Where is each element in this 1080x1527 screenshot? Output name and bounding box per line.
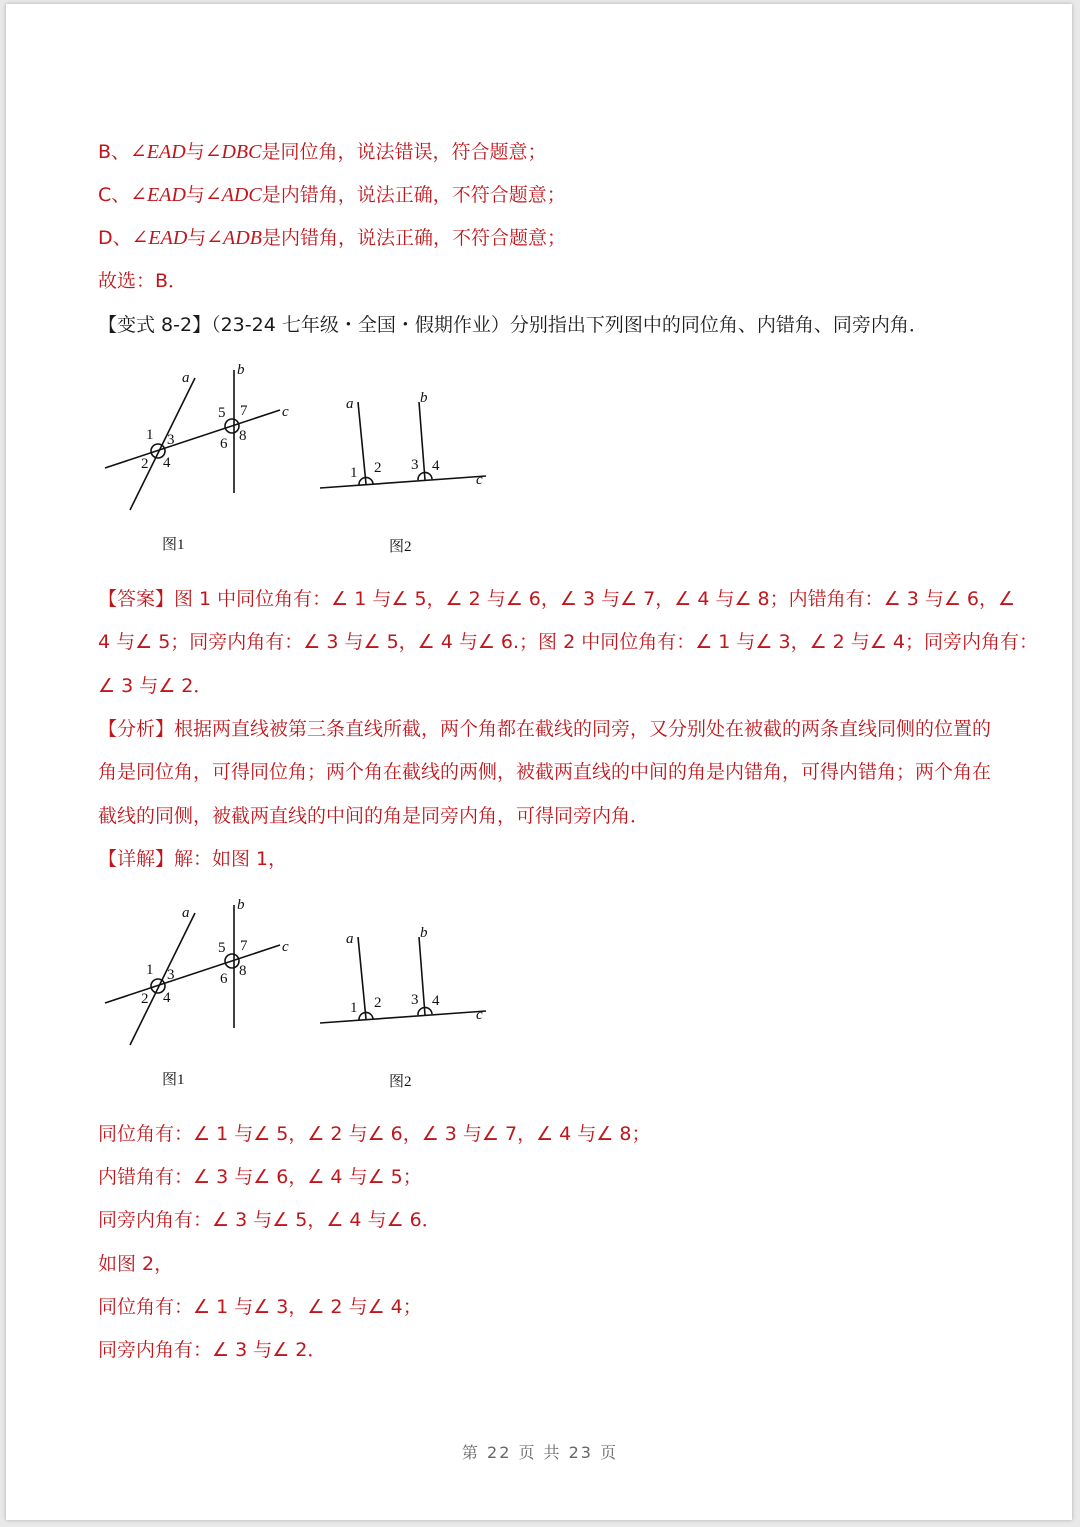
figures-question (100, 358, 500, 558)
angle-6: 6 (220, 436, 228, 452)
angle-4: 4 (432, 458, 440, 474)
angle-4: 4 (163, 455, 171, 471)
analysis-line-2: 角是同位角，可得同位角；两个角在截线的两侧，被截两直线的中间的角是内错角，可得内错角；两个角在 (98, 761, 992, 783)
detail-cointerior-1: 同旁内角有：∠ 3 与∠ 5，∠ 4 与∠ 6． (98, 1209, 441, 1231)
figure-2-labels (346, 390, 483, 555)
label-b: b (237, 897, 245, 913)
figure-2-labels (346, 925, 483, 1090)
detail-fig2-intro: 如图 2， (98, 1253, 174, 1275)
variant-question (98, 313, 1000, 337)
angle-1: 1 (146, 962, 154, 978)
label-a: a (182, 370, 190, 386)
line-c (105, 410, 280, 468)
angle-4: 4 (432, 993, 440, 1009)
angle-2: 2 (374, 460, 382, 476)
angle-3: 3 (411, 992, 419, 1008)
angle-2: 2 (141, 456, 149, 472)
angle-1: 1 (146, 427, 154, 443)
variant-label: 【变式 8-2】 (98, 314, 212, 336)
label-a: a (182, 905, 190, 921)
line-a (130, 913, 195, 1045)
line-a (358, 937, 366, 1019)
page-footer: 第 22 页 共 23 页 (461, 1443, 619, 1462)
option-c-text: 是内错角，说法正确，不符合题意； (261, 184, 566, 206)
angle-7: 7 (240, 403, 248, 419)
label-c: c (282, 404, 289, 420)
option-d-prefix: D、 (98, 227, 132, 249)
answer-line-3: ∠ 3 与∠ 2． (98, 675, 213, 697)
label-c: c (476, 1007, 483, 1023)
angle-8: 8 (239, 963, 247, 979)
option-c-angle1: ∠EAD (130, 184, 186, 206)
figure-2-caption: 图2 (389, 539, 412, 555)
line-a (130, 378, 195, 510)
option-d (98, 226, 1000, 250)
figure-1-labels (141, 362, 289, 553)
label-c: c (476, 472, 483, 488)
figure-1 (105, 370, 280, 510)
angle-1: 1 (350, 465, 358, 481)
angle-2: 2 (141, 991, 149, 1007)
option-b-prefix: B、 (98, 141, 131, 163)
angle-3: 3 (167, 967, 175, 983)
answer-line-1: 【答案】图 1 中同位角有：∠ 1 与∠ 5，∠ 2 与∠ 6，∠ 3 与∠ 7，∠ 4 与∠ 8；内错角有：∠ 3 与∠ 6，∠ (98, 588, 1016, 610)
angle-7: 7 (240, 938, 248, 954)
line-a (358, 402, 366, 484)
option-b-angle1: ∠EAD (130, 141, 186, 163)
line-c (320, 476, 486, 488)
option-c (98, 183, 1000, 207)
angle-3: 3 (411, 457, 419, 473)
angle-5: 5 (218, 405, 226, 421)
angle-8: 8 (239, 428, 247, 444)
angle-6: 6 (220, 971, 228, 987)
option-c-mid: 与 (185, 184, 205, 206)
option-c-prefix: C、 (98, 184, 131, 206)
angle-4: 4 (163, 990, 171, 1006)
option-d-angle1: ∠EAD (131, 227, 188, 249)
line-b (419, 937, 425, 1015)
detail-intro: 【详解】解：如图 1， (98, 848, 288, 870)
figure-1-labels (141, 897, 289, 1088)
detail-corresponding-2: 同位角有：∠ 1 与∠ 3，∠ 2 与∠ 4； (98, 1296, 422, 1318)
figure-2-caption: 图2 (389, 1074, 412, 1090)
option-b-text: 是同位角，说法错误，符合题意； (261, 141, 547, 163)
option-d-text: 是内错角，说法正确，不符合题意； (261, 227, 566, 249)
choice-line: 故选：B． (98, 270, 188, 292)
angle-3: 3 (167, 432, 175, 448)
line-c (105, 945, 280, 1003)
figure-2 (320, 937, 486, 1023)
option-b-angle2: ∠DBC (204, 141, 262, 163)
label-b: b (420, 390, 428, 406)
angle-5: 5 (218, 940, 226, 956)
option-d-mid: 与 (187, 227, 207, 249)
detail-corresponding-1: 同位角有：∠ 1 与∠ 5，∠ 2 与∠ 6，∠ 3 与∠ 7，∠ 4 与∠ 8； (98, 1123, 651, 1145)
option-b-mid: 与 (185, 141, 205, 163)
figure-2 (320, 402, 486, 488)
angle-1: 1 (350, 1000, 358, 1016)
figure-1-caption: 图1 (162, 1072, 185, 1088)
angle-2: 2 (374, 995, 382, 1011)
figures-detail (100, 893, 500, 1093)
detail-cointerior-2: 同旁内角有：∠ 3 与∠ 2． (98, 1339, 327, 1361)
figure-1-caption: 图1 (162, 537, 185, 553)
answer-line-2: 4 与∠ 5；同旁内角有：∠ 3 与∠ 5，∠ 4 与∠ 6.；图 2 中同位角有：∠ 1 与∠ 3，∠ 2 与∠ 4；同旁内角有： (98, 631, 1038, 653)
option-d-angle2: ∠ADB (206, 227, 262, 249)
option-c-angle2: ∠ADC (204, 184, 262, 206)
label-c: c (282, 939, 289, 955)
label-a: a (346, 931, 354, 947)
variant-text: （23-24 七年级・全国・假期作业）分别指出下列图中的同位角、内错角、同旁内角． (211, 314, 928, 336)
detail-alternate-1: 内错角有：∠ 3 与∠ 6，∠ 4 与∠ 5； (98, 1166, 422, 1188)
analysis-line-1: 【分析】根据两直线被第三条直线所截，两个角都在截线的同旁，又分别处在被截的两条直线同侧的位置的 (98, 718, 992, 740)
option-b (98, 140, 1000, 164)
label-b: b (420, 925, 428, 941)
label-a: a (346, 396, 354, 412)
figure-1 (105, 905, 280, 1045)
line-b (419, 402, 425, 480)
label-b: b (237, 362, 245, 378)
line-c (320, 1011, 486, 1023)
analysis-line-3: 截线的同侧，被截两直线的中间的角是同旁内角，可得同旁内角． (98, 805, 650, 827)
